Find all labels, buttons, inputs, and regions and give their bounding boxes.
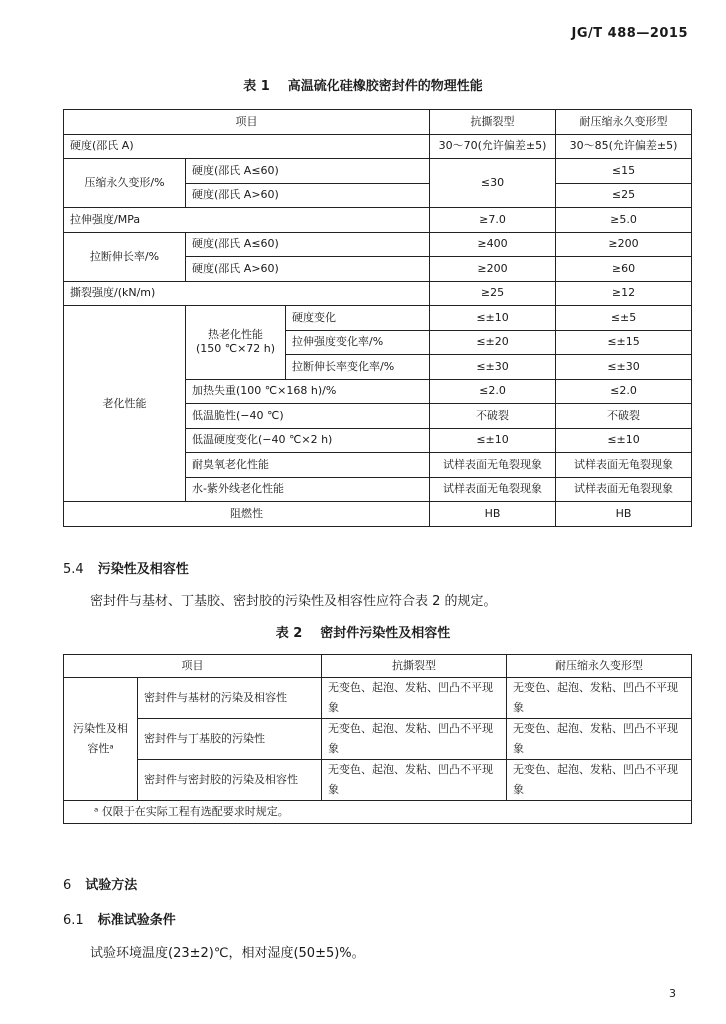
cell: 试样表面无龟裂现象 bbox=[556, 453, 692, 478]
heat-aging-condition: (150 ℃×72 h) bbox=[195, 342, 276, 356]
cell: ≤±10 bbox=[430, 306, 556, 331]
cell: 无变色、起泡、发粘、凹凸不平现象 bbox=[507, 719, 692, 760]
cell: ≤15 bbox=[556, 159, 692, 184]
group-label: 污染性及相容性ᵃ bbox=[64, 678, 138, 801]
sub-label: 硬度(邵氏 A≤60) bbox=[186, 159, 430, 184]
sub-label: 硬度(邵氏 A>60) bbox=[186, 183, 430, 208]
row-label: 拉断伸长率/% bbox=[64, 232, 186, 281]
row-label: 密封件与基材的污染及相容性 bbox=[138, 678, 322, 719]
table1 bbox=[63, 109, 692, 527]
table-row bbox=[64, 281, 692, 306]
table-row bbox=[64, 134, 692, 159]
heat-aging-title: 热老化性能 bbox=[208, 328, 263, 342]
row-label: 密封件与丁基胶的污染性 bbox=[138, 719, 322, 760]
standard-number: JG/T 488—2015 bbox=[571, 26, 688, 41]
table1-number: 表 1 bbox=[243, 79, 270, 94]
table-row bbox=[64, 110, 692, 135]
row-label: 压缩永久变形/% bbox=[64, 159, 186, 208]
section-5-4-text: 密封件与基材、丁基胶、密封胶的污染性及相容性应符合表 2 的规定。 bbox=[90, 594, 497, 609]
cell: ≤±5 bbox=[556, 306, 692, 331]
table2-footnote: ᵃ 仅限于在实际工程有选配要求时规定。 bbox=[64, 801, 692, 824]
section-number: 6.1 bbox=[63, 913, 84, 928]
cell: 无变色、起泡、发粘、凹凸不平现象 bbox=[322, 678, 507, 719]
header-col2: 耐压缩永久变形型 bbox=[556, 110, 692, 135]
table2-caption bbox=[0, 622, 726, 641]
cell: ≥200 bbox=[556, 232, 692, 257]
sub-label: 低温脆性(−40 ℃) bbox=[186, 404, 430, 429]
cell: 无变色、起泡、发粘、凹凸不平现象 bbox=[507, 678, 692, 719]
cell: 不破裂 bbox=[556, 404, 692, 429]
cell: ≤2.0 bbox=[556, 379, 692, 404]
page-number: 3 bbox=[669, 987, 676, 1000]
section-5-4-heading bbox=[63, 558, 189, 577]
table-row bbox=[64, 760, 692, 801]
section-title: 标准试验条件 bbox=[97, 913, 176, 928]
row-label: 阻燃性 bbox=[64, 502, 430, 527]
row-label: 撕裂强度/(kN/m) bbox=[64, 281, 430, 306]
sub-label: 加热失重(100 ℃×168 h)/% bbox=[186, 379, 430, 404]
cell: ≤±10 bbox=[430, 428, 556, 453]
cell: ≤±20 bbox=[430, 330, 556, 355]
cell: ≤2.0 bbox=[430, 379, 556, 404]
cell: 无变色、起泡、发粘、凹凸不平现象 bbox=[322, 760, 507, 801]
header-col1: 抗撕裂型 bbox=[322, 655, 507, 678]
table-row bbox=[64, 678, 692, 719]
cell: ≥60 bbox=[556, 257, 692, 282]
cell: HB bbox=[430, 502, 556, 527]
header-item: 项目 bbox=[64, 110, 430, 135]
sub-label: 耐臭氧老化性能 bbox=[186, 453, 430, 478]
cell: ≤±30 bbox=[556, 355, 692, 380]
cell: 试样表面无龟裂现象 bbox=[430, 477, 556, 502]
section-6-heading bbox=[63, 874, 137, 893]
table-row bbox=[64, 502, 692, 527]
sub-label: 硬度变化 bbox=[286, 306, 430, 331]
cell: ≥12 bbox=[556, 281, 692, 306]
section-title: 污染性及相容性 bbox=[97, 562, 189, 577]
table-row bbox=[64, 655, 692, 678]
sub-label: 拉伸强度变化率/% bbox=[286, 330, 430, 355]
cell: 无变色、起泡、发粘、凹凸不平现象 bbox=[507, 760, 692, 801]
cell: ≤30 bbox=[430, 159, 556, 208]
cell: ≥25 bbox=[430, 281, 556, 306]
cell: ≤±30 bbox=[430, 355, 556, 380]
cell: 试样表面无龟裂现象 bbox=[430, 453, 556, 478]
section-title: 试验方法 bbox=[85, 878, 138, 893]
table2 bbox=[63, 654, 692, 824]
table-row bbox=[64, 159, 692, 184]
header-col1: 抗撕裂型 bbox=[430, 110, 556, 135]
cell: ≥5.0 bbox=[556, 208, 692, 233]
table-row bbox=[64, 306, 692, 331]
sub-label: 低温硬度变化(−40 ℃×2 h) bbox=[186, 428, 430, 453]
cell: ≤25 bbox=[556, 183, 692, 208]
header-col2: 耐压缩永久变形型 bbox=[507, 655, 692, 678]
cell: ≥200 bbox=[430, 257, 556, 282]
section-number: 5.4 bbox=[63, 562, 84, 577]
cell: ≤±10 bbox=[556, 428, 692, 453]
cell: ≥400 bbox=[430, 232, 556, 257]
sub-label: 拉断伸长率变化率/% bbox=[286, 355, 430, 380]
section-number: 6 bbox=[63, 878, 72, 893]
table2-title: 密封件污染性及相容性 bbox=[320, 626, 451, 641]
table-row bbox=[64, 232, 692, 257]
table-row bbox=[64, 208, 692, 233]
row-label: 老化性能 bbox=[64, 306, 186, 502]
sub-label: 水-紫外线老化性能 bbox=[186, 477, 430, 502]
row-label: 拉伸强度/MPa bbox=[64, 208, 430, 233]
table-row bbox=[64, 719, 692, 760]
cell: HB bbox=[556, 502, 692, 527]
cell: 30～85(允许偏差±5) bbox=[556, 134, 692, 159]
cell: ≤±15 bbox=[556, 330, 692, 355]
heat-aging-label bbox=[186, 306, 286, 380]
table2-number: 表 2 bbox=[275, 626, 303, 641]
table1-title: 高温硫化硅橡胶密封件的物理性能 bbox=[287, 79, 483, 94]
row-label: 硬度(邵氏 A) bbox=[64, 134, 430, 159]
cell: 无变色、起泡、发粘、凹凸不平现象 bbox=[322, 719, 507, 760]
cell: 试样表面无龟裂现象 bbox=[556, 477, 692, 502]
section-6-1-heading bbox=[63, 909, 176, 928]
cell: 不破裂 bbox=[430, 404, 556, 429]
table1-caption bbox=[0, 75, 726, 94]
cell: 30～70(允许偏差±5) bbox=[430, 134, 556, 159]
sub-label: 硬度(邵氏 A>60) bbox=[186, 257, 430, 282]
sub-label: 硬度(邵氏 A≤60) bbox=[186, 232, 430, 257]
section-6-1-text: 试验环境温度(23±2)℃，相对湿度(50±5)%。 bbox=[90, 946, 365, 961]
row-label: 密封件与密封胶的污染及相容性 bbox=[138, 760, 322, 801]
cell: ≥7.0 bbox=[430, 208, 556, 233]
table-row bbox=[64, 801, 692, 824]
header-item: 项目 bbox=[64, 655, 322, 678]
